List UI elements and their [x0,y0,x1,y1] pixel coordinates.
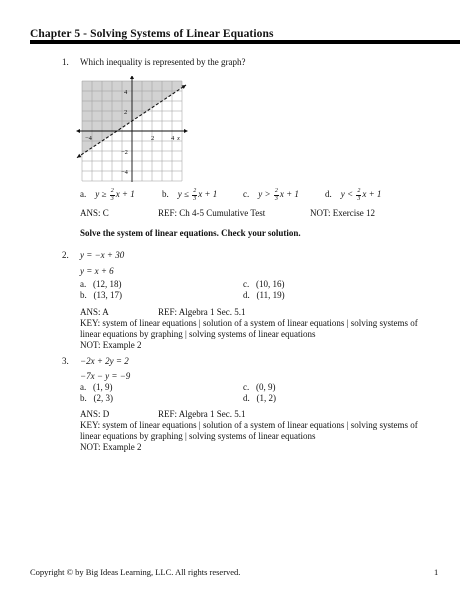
x-axis-arrow-left [76,129,80,133]
x-axis-arrow-right [184,129,188,133]
q3-equation-2: −7x − y = −9 [80,371,131,381]
inequality-graph [72,76,192,182]
q1-answer: ANS: C [80,208,109,218]
option-value: (13, 17) [93,290,122,300]
q3-answer: ANS: D [80,409,110,419]
copyright-notice: Copyright © by Big Ideas Learning, LLC. All rights reserved. [30,567,241,577]
q2-answer: ANS: A [80,307,109,317]
q2-equation-1: y = −x + 30 [80,250,125,260]
option-letter: b. [80,393,87,403]
q2-option-c[interactable] [243,279,285,290]
y-axis-arrow-up [130,76,134,79]
question-3-number: 3. [62,356,69,366]
option-value: (1, 9) [93,382,113,392]
option-tail: x + 1 [198,189,218,200]
q1-option-a[interactable] [80,188,135,202]
option-letter: d. [243,290,250,300]
q1-option-c[interactable] [243,188,299,202]
option-letter: d. [325,189,332,200]
tick-y-neg2: −2 [121,149,128,156]
q2-equation-2: y = x + 6 [80,266,114,276]
page-number: 1 [434,567,439,577]
q3-option-a[interactable] [80,382,113,393]
q2-keywords: KEY: system of linear equations | solution of a system of linear equations | solving systems of linear equations by graphing | solving systems of linear equations [80,318,418,339]
tick-x-2: 2 [151,135,155,142]
option-value: (11, 19) [256,290,285,300]
q1-option-d[interactable] [325,188,381,202]
q1-option-b[interactable] [162,188,217,202]
option-tail: x + 1 [279,189,299,200]
q3-option-d[interactable] [243,393,276,404]
section-instruction: Solve the system of linear equations. Check your solution. [80,228,301,238]
title-rule [30,40,460,44]
fraction: $\frac{2}{3}$ [357,188,361,202]
fraction: $\frac{2}{3}$ [193,188,197,202]
option-letter: c. [243,382,250,392]
option-letter: c. [243,189,250,200]
option-letter: d. [243,393,250,403]
option-value: (0, 9) [256,382,276,392]
option-relation: y > [258,189,271,200]
q3-note: NOT: Example 2 [80,442,142,452]
q3-keywords: KEY: system of linear equations | solution of a system of linear equations | solving systems of linear equations by graphing | solving systems of linear equations [80,420,418,441]
tick-x-neg4: −4 [85,135,92,142]
q2-option-d[interactable] [243,290,285,301]
option-relation: y ≥ [95,189,107,200]
q3-reference: REF: Algebra 1 Sec. 5.1 [158,409,246,419]
boundary-arrow-start [77,154,81,158]
tick-y-2: 2 [124,109,128,116]
tick-y-4: 4 [124,89,128,96]
option-tail: x + 1 [115,189,135,200]
fraction: $\frac{2}{3}$ [110,188,114,202]
question-1-number: 1. [62,57,69,67]
q2-option-a[interactable] [80,279,122,290]
option-letter: a. [80,279,87,289]
option-value: (2, 3) [93,393,113,403]
q3-option-c[interactable] [243,382,276,393]
q1-note: NOT: Exercise 12 [310,208,376,218]
q1-reference: REF: Ch 4-5 Cumulative Test [158,208,266,218]
option-value: (10, 16) [256,279,285,289]
option-letter: b. [80,290,87,300]
question-1-prompt: Which inequality is represented by the graph? [80,57,246,67]
option-letter: c. [243,279,250,289]
option-letter: b. [162,189,169,200]
option-value: (12, 18) [93,279,122,289]
option-letter: a. [80,382,87,392]
q2-reference: REF: Algebra 1 Sec. 5.1 [158,307,246,317]
option-value: (1, 2) [256,393,276,403]
q2-option-b[interactable] [80,290,122,301]
fraction: $\frac{2}{3}$ [274,188,278,202]
axis-x-label: x [177,135,180,142]
option-letter: a. [80,189,87,200]
q2-note: NOT: Example 2 [80,340,142,350]
option-relation: y < [340,189,354,200]
option-relation: y ≤ [177,189,189,200]
option-tail: x + 1 [362,189,382,200]
tick-y-neg4: −4 [121,169,128,176]
q3-equation-1: −2x + 2y = 2 [80,356,129,366]
page-title: Chapter 5 - Solving Systems of Linear Equations [30,28,274,40]
q3-option-b[interactable] [80,393,113,404]
question-2-number: 2. [62,250,69,260]
tick-x-4: 4 [171,135,175,142]
